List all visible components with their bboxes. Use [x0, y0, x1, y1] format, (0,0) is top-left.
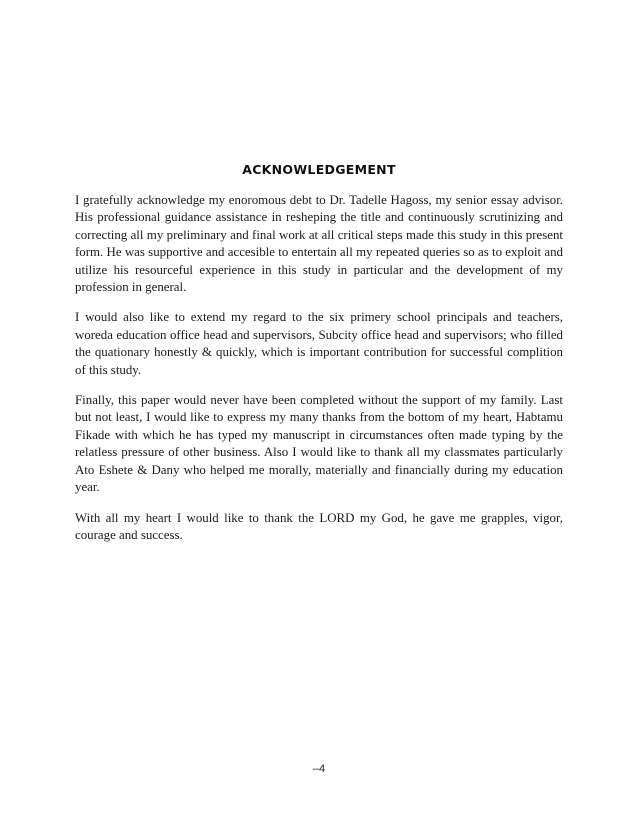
paragraph-advisor: I gratefully acknowledge my enoromous debt to Dr. Tadelle Hagoss, my senior essay advisor. His professional guidance assistance in resheping the title and continuously scrutinizing and correcting all my preliminary and final work at all critical steps made this study in this present form. He was supportive and accesible to entertain all my repeated queries so as to exploit and utilize his resourceful experience in this study in particular and the development of my profession in general.: [75, 193, 563, 295]
paragraph-family: Finally, this paper would never have been completed without the support of my family. Last but not least, I would like to express my many thanks from the bottom of my heart, Habtamu Fikade with which he has typed my manuscript in circumstances often made typing by the relatless pressure of other business. Also I would like to thank all my classmates particularly Ato Eshete & Dany who helped me morally, materially and financially during my education year.: [75, 393, 563, 495]
document-body: [75, 192, 563, 557]
page-title: ACKNOWLEDGEMENT: [242, 162, 396, 177]
page-number: –4: [312, 763, 326, 775]
paragraph-lord: With all my heart I would like to thank the LORD my God, he gave me grapples, vigor, courage and success.: [75, 510, 563, 542]
paragraph-principals: I would also like to extend my regard to the six primery school principals and teachers, woreda education office head and supervisors, Subcity office head and supervisors; who filled the quationary honestly & quickly, which is important contribution for successful complition of this study.: [75, 310, 563, 377]
